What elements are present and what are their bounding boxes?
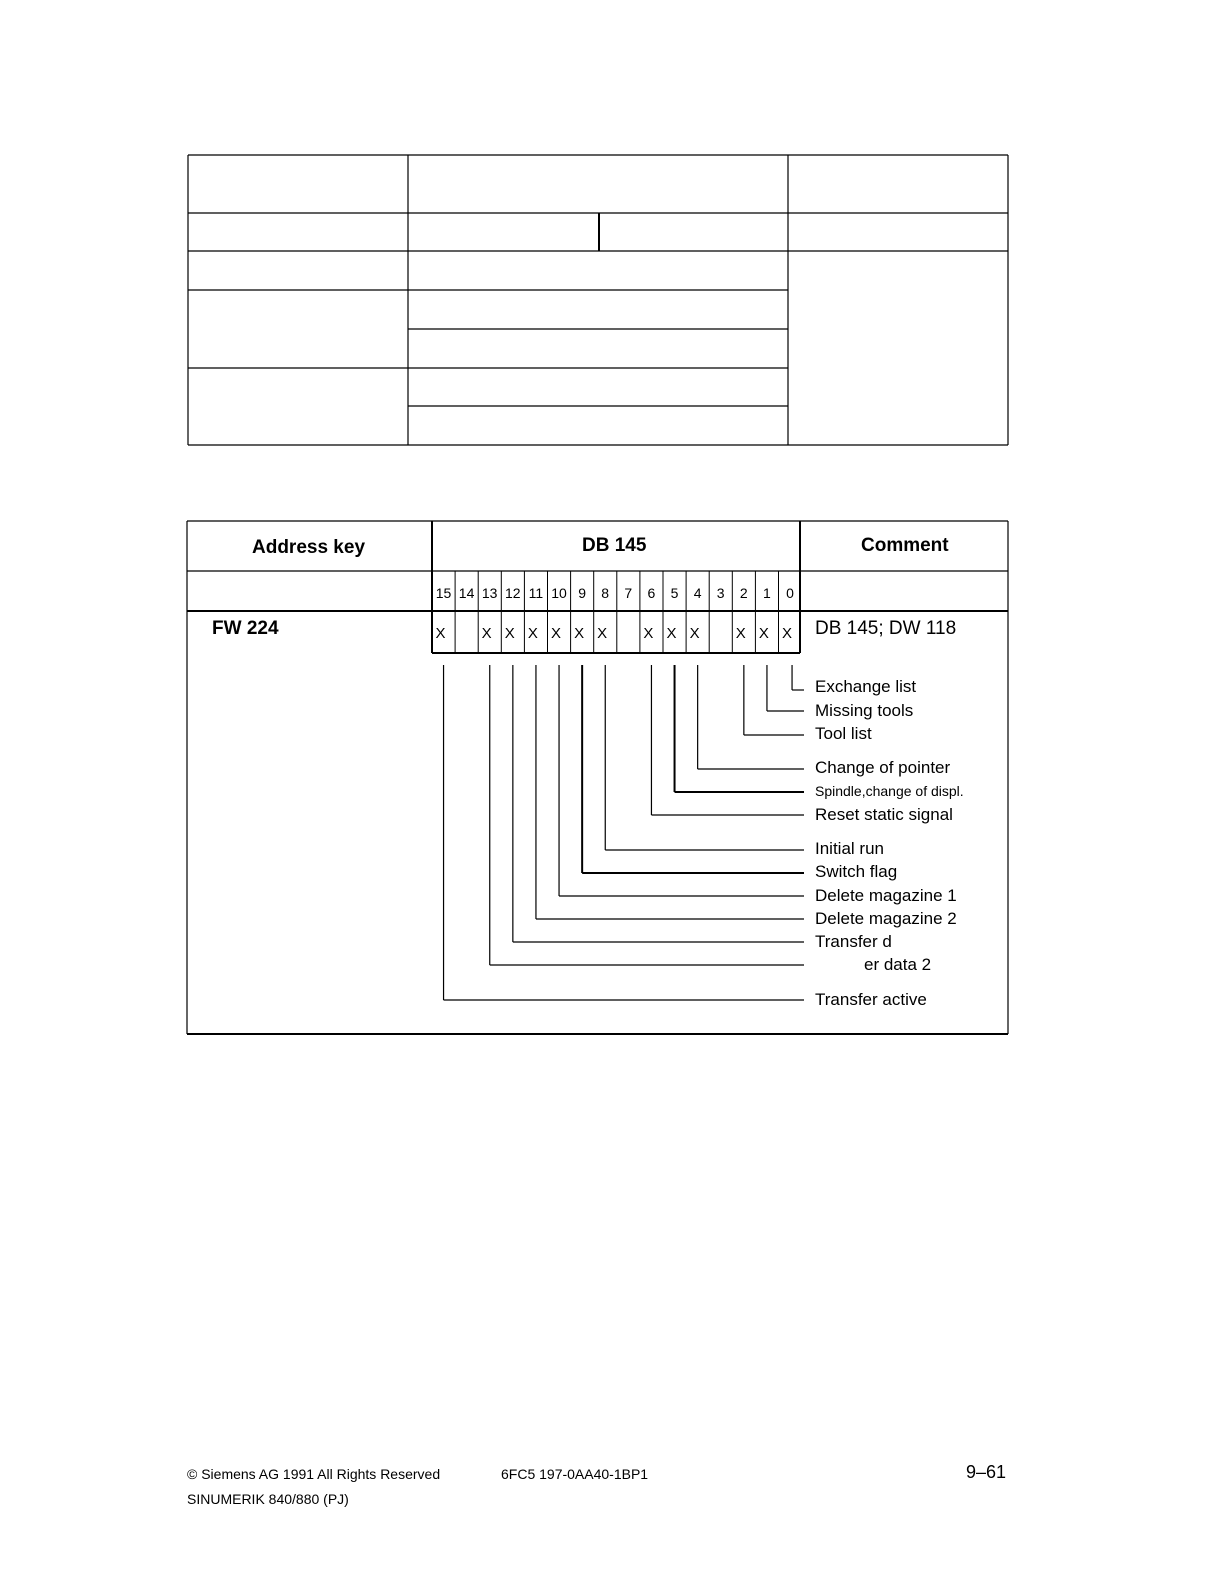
bit-number-14: 14 — [458, 585, 475, 601]
label-switch-flag: Switch flag — [815, 862, 898, 881]
bit-number-0: 0 — [786, 585, 794, 601]
bit-mark-8: X — [597, 625, 608, 642]
bit-mark-10: X — [550, 625, 561, 642]
bit-mark-0: X — [781, 625, 792, 642]
bit-number-12: 12 — [505, 585, 521, 601]
bit-mark-9: X — [574, 625, 585, 642]
bit-number-11: 11 — [528, 585, 544, 601]
footer-order-number: 6FC5 197-0AA40-1BP1 — [501, 1466, 649, 1482]
bit-number-9: 9 — [578, 585, 586, 601]
row-comment: DB 145; DW 118 — [815, 618, 957, 639]
footer-product: SINUMERIK 840/880 (PJ) — [187, 1491, 349, 1507]
bit-mark-11: X — [527, 625, 538, 642]
db-header: DB 145 — [582, 535, 647, 556]
bit-mark-6: X — [643, 625, 654, 642]
label-delete-magazine-2: Delete magazine 2 — [815, 909, 957, 928]
label-tool-list: Tool list — [815, 724, 872, 743]
label-er-data-2: er data 2 — [864, 955, 932, 974]
bit-mark-5: X — [666, 625, 677, 642]
bit-mark-2: X — [735, 625, 746, 642]
bit-number-3: 3 — [716, 585, 725, 601]
comment-header: Comment — [861, 535, 949, 556]
bit-number-8: 8 — [601, 585, 610, 601]
bit-number-7: 7 — [624, 585, 633, 601]
footer-page-number: 9–61 — [966, 1462, 1007, 1482]
label-delete-magazine-1: Delete magazine 1 — [815, 886, 957, 905]
bit-number-6: 6 — [647, 585, 656, 601]
label-change-of-pointer: Change of pointer — [815, 758, 951, 777]
label-transfer-d: Transfer d — [815, 932, 892, 951]
bit-mark-15: X — [435, 625, 446, 642]
footer-copyright: © Siemens AG 1991 All Rights Reserved — [187, 1466, 441, 1482]
bit-number-10: 10 — [551, 585, 567, 601]
address-value: FW 224 — [212, 618, 279, 639]
bit-mark-1: X — [758, 625, 769, 642]
label-initial-run: Initial run — [815, 839, 884, 858]
label-missing-tools: Missing tools — [815, 701, 914, 720]
bit-mark-13: X — [481, 625, 492, 642]
bit-number-5: 5 — [670, 585, 679, 601]
label-transfer-active: Transfer active — [815, 990, 927, 1009]
bit-number-4: 4 — [693, 585, 702, 601]
bit-mark-12: X — [504, 625, 515, 642]
label-exchange-list: Exchange list — [815, 677, 917, 696]
bit-number-2: 2 — [739, 585, 748, 601]
bit-mark-4: X — [689, 625, 700, 642]
label-reset-static-signal: Reset static signal — [815, 805, 953, 824]
bit-number-1: 1 — [762, 585, 771, 601]
label-spindle-change-of-displ: Spindle,change of displ. — [815, 783, 964, 799]
bit-number-15: 15 — [435, 585, 452, 601]
address-key-header: Address key — [252, 537, 366, 558]
bit-number-13: 13 — [481, 585, 498, 601]
